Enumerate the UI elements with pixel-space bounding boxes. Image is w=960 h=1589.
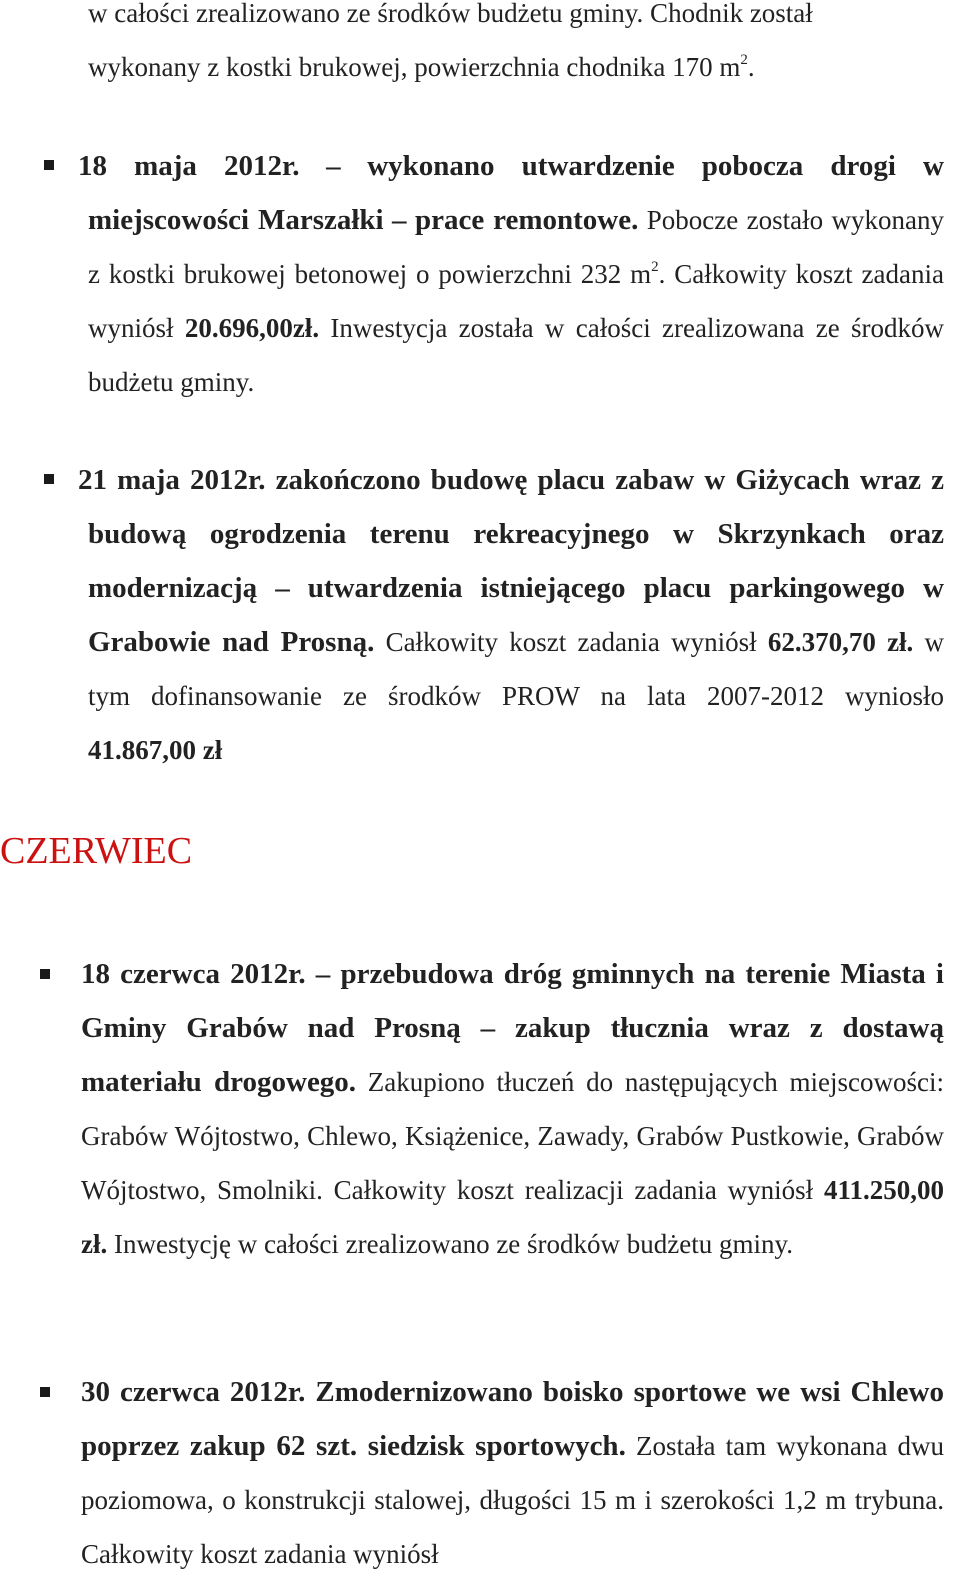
intro-superscript: 2 xyxy=(740,52,748,68)
bullet-square-icon xyxy=(40,969,50,979)
item-may-18-body-1: Pobocze zostało wykonany z kostki brukowej betonowej o powierzchni 232 m xyxy=(88,205,945,289)
item-jun-30-lead: 30 czerwca 2012r. Zmodernizowano boisko sportowe we wsi Chlewo poprzez zakup 62 szt. siedzisk sportowych. xyxy=(81,1376,944,1462)
intro-line-2: wykonany z kostki brukowej, powierzchnia chodnika 170 m xyxy=(88,52,741,82)
bullet-square-icon xyxy=(44,160,54,170)
item-may-21-body-1: Całkowity koszt zadania wyniósł xyxy=(385,627,757,657)
item-may-21-lead: 21 maja 2012r. zakończono budowę placu zabaw w Giżycach wraz z budową ogrodzenia terenu rekreacyjnego w Skrzynkach oraz modernizacją – utwardzenia istniejącego placu parkingowego w Grabowie nad Prosną. xyxy=(78,464,944,658)
item-may-18-date: 18 maja 2012r. xyxy=(78,150,300,182)
item-may-18-cost: 20.696,00zł. xyxy=(184,313,320,343)
intro-paragraph xyxy=(88,0,944,94)
intro-line-2-end: . xyxy=(747,52,755,82)
item-jun-18-body-1: Zakupiono tłuczeń do następujących miejscowości: Grabów Wójtostwo, Chlewo, Książenice, Zawady, Grabów Pustkowie, Grabów Wójtostwo, Smolniki. Całkowity koszt realizacji zadania wyniósł xyxy=(81,1067,944,1205)
item-jun-18-body-2: Inwestycję w całości zrealizowano ze środków budżetu gminy. xyxy=(114,1229,794,1259)
item-jun-18 xyxy=(81,947,944,1271)
item-jun-30-body-1: Została tam wykonana dwu poziomowa, o konstrukcji stalowej, długości 15 m i szerokości 1,2 m trybuna. Całkowity koszt zadania wyniósł xyxy=(81,1431,944,1569)
bullet-square-icon xyxy=(44,474,54,484)
intro-line-1: w całości zrealizowano ze środków budżetu gminy. Chodnik został xyxy=(88,0,813,28)
item-may-21-body-2: w tym dofinansowanie ze środków PROW na lata 2007-2012 wyniosło xyxy=(88,627,945,711)
item-may-21-cost-2: 41.867,00 zł xyxy=(88,735,223,765)
section-heading-czerwiec: CZERWIEC xyxy=(0,830,193,872)
item-jun-18-lead: 18 czerwca 2012r. – przebudowa dróg gminnych na terenie Miasta i Gminy Grabów nad Prosną – zakup tłucznia wraz z dostawą materiału drogowego. xyxy=(81,958,944,1098)
item-may-18-title: wykonano utwardzenie pobocza drogi w miejscowości Marszałki xyxy=(88,150,944,236)
item-may-18-body-2: . Całkowity koszt zadania wyniósł xyxy=(88,259,944,343)
item-jun-18-cost: 411.250,00 zł. xyxy=(81,1175,945,1259)
item-may-18-dash-2: – xyxy=(392,204,407,236)
item-may-21 xyxy=(78,453,945,777)
item-jun-30 xyxy=(81,1365,944,1581)
item-may-18 xyxy=(78,139,945,409)
bullet-square-icon xyxy=(40,1387,50,1397)
item-may-18-body-3: Inwestycja została w całości zrealizowana ze środków budżetu gminy. xyxy=(88,313,944,397)
item-may-21-cost: 62.370,70 zł. xyxy=(767,627,914,657)
item-may-18-dash: – xyxy=(326,150,341,182)
item-may-18-superscript: 2 xyxy=(651,259,659,275)
item-may-18-title-2: prace remontowe. xyxy=(414,204,639,236)
